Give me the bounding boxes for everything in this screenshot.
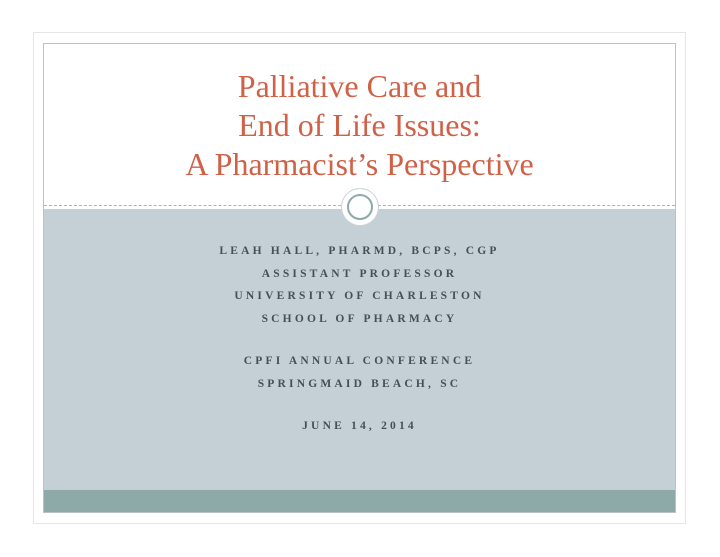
- conference-name: CPFI ANNUAL CONFERENCE: [243, 355, 476, 367]
- footer-band: [44, 490, 675, 512]
- title-area: [44, 44, 675, 206]
- title-line-3: A Pharmacist’s Perspective: [185, 145, 534, 182]
- presenter-title: ASSISTANT PROFESSOR: [261, 267, 458, 280]
- presenter-university: UNIVERSITY OF CHARLESTON: [234, 290, 485, 302]
- presenter-name: LEAH HALL, PHARMD, BCPS, CGP: [219, 245, 500, 257]
- conference-location: SPRINGMAID BEACH, SC: [257, 377, 462, 390]
- title-line-2: End of Life Issues:: [238, 106, 481, 143]
- title-line-1: Palliative Care and: [237, 67, 482, 104]
- conference-date: JUNE 14, 2014: [302, 420, 417, 432]
- presenter-school: SCHOOL OF PHARMACY: [261, 312, 458, 325]
- subtitle-block: [44, 240, 675, 438]
- spacer: [44, 395, 675, 415]
- ornament-inner-ring: [347, 194, 373, 220]
- double-circle-divider-icon: [341, 188, 379, 226]
- spacer: [44, 330, 675, 350]
